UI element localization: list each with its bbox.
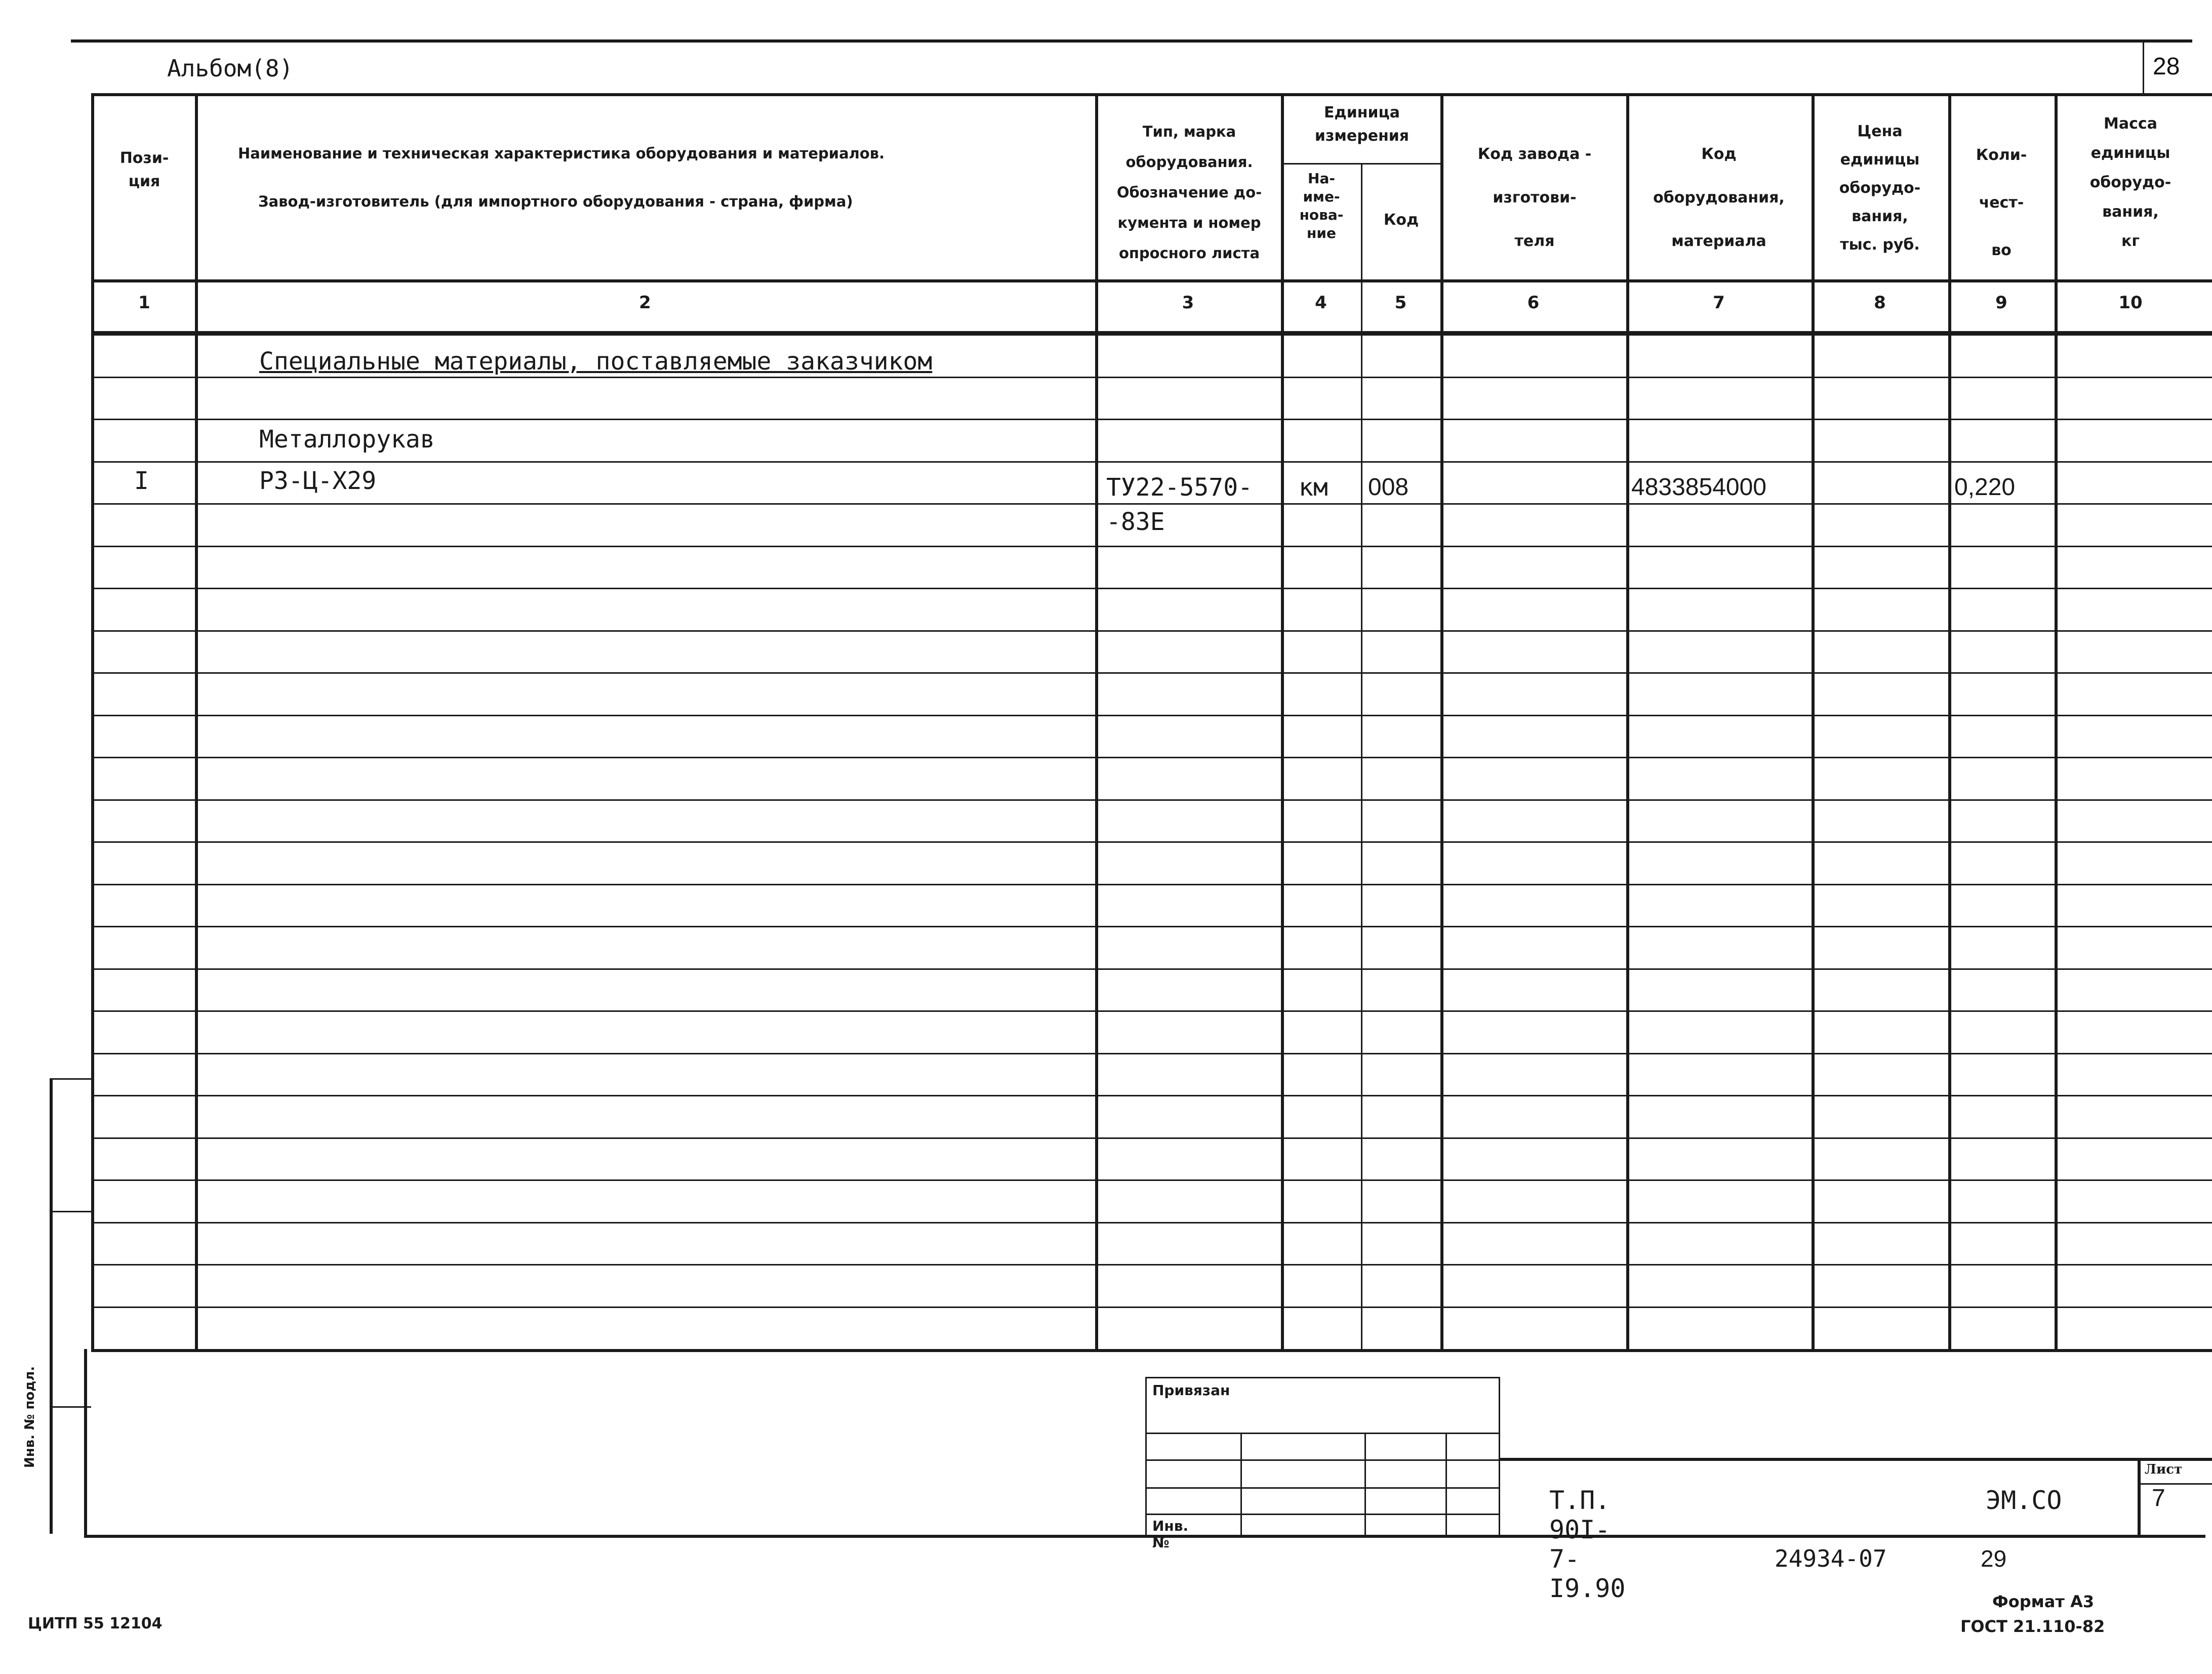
format-label: Формат А3 (1992, 1592, 2095, 1611)
sheet-label: Лист (2145, 1462, 2183, 1477)
sheet-number: 7 (2152, 1485, 2165, 1512)
header-unit-price: Цена единицы оборудо- вания, тыс. руб. (1839, 123, 1921, 254)
row-separator (91, 461, 2212, 463)
row-separator (91, 1010, 2212, 1012)
row-separator (91, 672, 2212, 674)
stamp-col3 (1445, 1433, 1447, 1536)
row-separator (91, 1222, 2212, 1223)
row-separator (91, 1306, 2212, 1308)
archive-number: 24934-07 (1775, 1545, 1887, 1572)
row-separator (91, 377, 2212, 378)
side-strip-mid1 (50, 1211, 91, 1212)
printer-label: ЦИТП 55 12104 (28, 1615, 163, 1632)
row-separator (91, 757, 2212, 758)
stamp-top (1145, 1377, 1500, 1378)
row-separator (91, 546, 2212, 547)
colnum-9: 9 (1995, 293, 2007, 313)
colnum-5: 5 (1394, 293, 1407, 313)
sheet-label-line (2138, 1483, 2212, 1485)
item-unit-name: км (1299, 473, 1328, 502)
item-type-line2: -83Е (1106, 508, 1165, 536)
table-top-line (91, 93, 2212, 96)
header-bottom-line (91, 279, 2212, 282)
col-line-5 (1440, 93, 1443, 1351)
row-separator (91, 1179, 2212, 1181)
side-strip-line (50, 1078, 53, 1534)
item-name: РЗ-Ц-Х29 (259, 467, 377, 495)
row-separator (91, 799, 2212, 801)
colnum-2: 2 (639, 293, 651, 313)
header-unit-name: На- име- нова- ние (1299, 170, 1344, 241)
col-line-1 (195, 93, 198, 1351)
col-line-6 (1626, 93, 1629, 1351)
side-inv-label: Инв. № подл. (22, 1366, 37, 1468)
row-separator (91, 1137, 2212, 1139)
header-unit-group: Единица измерения (1314, 104, 1410, 145)
row-separator (91, 419, 2212, 420)
stamp-bound-label: Привязан (1152, 1382, 1230, 1399)
header-unit-code: Код (1383, 211, 1419, 229)
header-type: Тип, марка оборудования. Обозначение до- кумента и номер опросного листа (1116, 123, 1262, 262)
header-factory-code: Код завода - изготови- теля (1477, 145, 1592, 250)
corner-page-number: 28 (2153, 53, 2180, 80)
header-unit-mass: Масса единицы оборудо- вания, кг (2089, 115, 2171, 250)
header-name-line1: Наименование и техническая характеристика оборудования и материалов. (238, 145, 885, 162)
table-bottom-line (91, 1349, 2212, 1352)
row-separator (91, 1053, 2212, 1054)
colnum-1: 1 (138, 293, 150, 313)
row-separator (91, 968, 2212, 970)
title-block-top (1499, 1458, 2212, 1461)
colnum-8: 8 (1874, 293, 1886, 313)
colnum-4: 4 (1315, 293, 1327, 313)
item-quantity: 0,220 (1954, 474, 2016, 501)
footer-page-number: 29 (1981, 1545, 2007, 1572)
row-separator (91, 715, 2212, 716)
document-code: Т.П. 90I-7-I9.90 (1549, 1486, 1626, 1603)
row-separator (91, 884, 2212, 885)
col-line-8 (1948, 93, 1951, 1351)
stamp-col2 (1364, 1433, 1366, 1536)
stamp-col1 (1240, 1433, 1242, 1536)
row-separator (91, 334, 2212, 336)
col-line-7 (1812, 93, 1815, 1351)
sheet-divider (2138, 1458, 2141, 1536)
stamp-left (1145, 1377, 1147, 1536)
col-line-9 (2055, 93, 2058, 1351)
item-equipment-code: 4833854000 (1631, 474, 1766, 501)
row-separator (91, 630, 2212, 632)
item-type-line1: ТУ22-5570- (1106, 473, 1253, 502)
item-position: I (134, 467, 149, 495)
row-separator (91, 926, 2212, 927)
colnum-7: 7 (1713, 293, 1725, 313)
frame-bottom-line (84, 1535, 2205, 1538)
header-equipment-code: Код оборудования, материала (1653, 145, 1785, 250)
row-separator (91, 1095, 2212, 1096)
colnum-6: 6 (1527, 293, 1540, 313)
header-position: Пози- ция (119, 149, 169, 190)
row-separator (91, 588, 2212, 589)
col-line-3 (1281, 93, 1284, 1351)
colnum-3: 3 (1182, 293, 1194, 313)
section-title: Специальные материалы, поставляемые заказчиком (259, 347, 933, 376)
stamp-right (1499, 1377, 1500, 1536)
row-separator (91, 1264, 2212, 1265)
header-quantity: Коли- чест- во (1976, 146, 2027, 259)
col-line-2 (1095, 93, 1098, 1351)
colnum-10: 10 (2118, 293, 2143, 313)
row-separator (91, 841, 2212, 843)
unit-group-line (1281, 163, 1440, 165)
gost-label: ГОСТ 21.110-82 (1960, 1617, 2105, 1636)
row-separator (91, 503, 2212, 505)
group-title: Металлорукав (259, 425, 435, 454)
stamp-inv-label: Инв. № (1152, 1518, 1189, 1551)
item-unit-code: 008 (1368, 474, 1409, 501)
header-name-line2: Завод-изготовитель (для импортного оборудования - страна, фирма) (258, 193, 853, 210)
album-label: Альбом(8) (167, 55, 294, 82)
frame-left-line (84, 1349, 87, 1536)
side-strip-top (50, 1078, 91, 1080)
document-mark: ЭМ.СО (1986, 1486, 2062, 1515)
